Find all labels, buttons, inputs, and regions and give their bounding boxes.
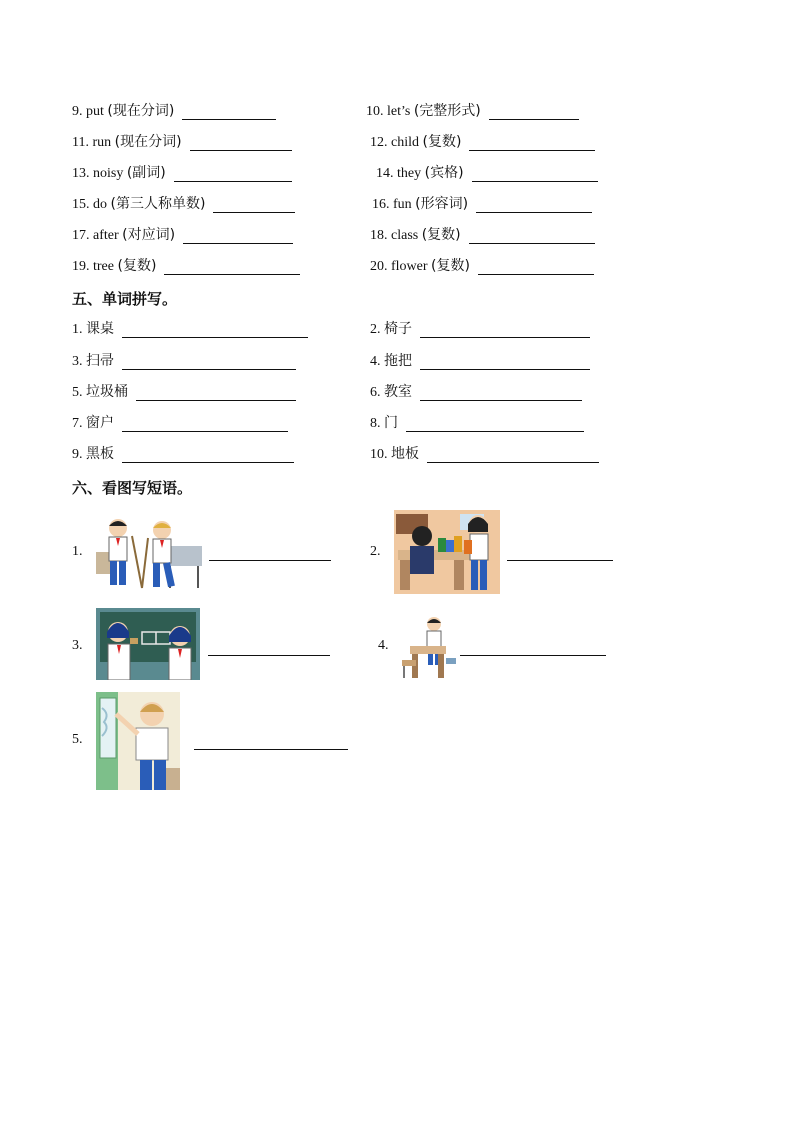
item-10: 10. let’s (完整形式) [366,100,579,120]
spell-item-7: 7. 窗户 [72,412,288,432]
spell-item-6: 6. 教室 [370,381,582,401]
item-19: 19. tree (复数) [72,255,300,275]
item-12: 12. child (复数) [370,131,595,151]
sweeping-illustration [96,514,202,592]
students-arranging-books-picture [394,510,500,594]
answer-blank[interactable] [164,260,300,275]
answer-blank[interactable] [122,323,308,338]
item-15: 15. do (第三人称单数) [72,193,295,213]
item-18: 18. class (复数) [370,224,595,244]
answer-blank[interactable] [208,641,330,656]
picture-item-number: 2. [370,544,381,559]
window-illustration [96,692,180,790]
answer-blank[interactable] [420,323,590,338]
item-9: 9. put (现在分词) [72,100,276,120]
spell-item-5: 5. 垃圾桶 [72,381,296,401]
item-16: 16. fun (形容词) [372,193,592,213]
item-13: 13. noisy (副词) [72,162,292,182]
answer-blank[interactable] [122,417,288,432]
student-cleaning-desk-picture [400,614,456,680]
answer-blank[interactable] [469,136,595,151]
books-illustration [394,510,500,594]
spell-item-3: 3. 扫帚 [72,350,296,370]
answer-blank[interactable] [190,136,292,151]
answer-blank[interactable] [213,198,295,213]
answer-blank[interactable] [478,260,594,275]
answer-blank[interactable] [427,448,599,463]
item-11: 11. run (现在分词) [72,131,292,151]
answer-blank[interactable] [489,105,579,120]
answer-blank[interactable] [420,386,582,401]
picture-item-number: 1. [72,544,83,559]
answer-blank[interactable] [122,448,294,463]
answer-blank[interactable] [136,386,296,401]
answer-blank[interactable] [182,105,276,120]
picture-item-number: 4. [378,638,389,653]
desk-illustration [400,614,456,680]
answer-blank[interactable] [460,641,606,656]
spell-item-10: 10. 地板 [370,443,599,463]
item-20: 20. flower (复数) [370,255,594,275]
item-17: 17. after (对应词) [72,224,293,244]
spell-item-8: 8. 门 [370,412,584,432]
answer-blank[interactable] [472,167,598,182]
blackboard-illustration [96,608,200,680]
answer-blank[interactable] [122,355,296,370]
picture-item-number: 5. [72,732,83,747]
section-6-title: 六、看图写短语。 [72,479,193,497]
spell-item-1: 1. 课桌 [72,318,308,338]
answer-blank[interactable] [174,167,292,182]
boy-cleaning-window-picture [96,692,180,790]
answer-blank[interactable] [406,417,584,432]
girls-cleaning-blackboard-picture [96,608,200,680]
two-boys-sweeping-floor-picture [96,514,202,592]
answer-blank[interactable] [420,355,590,370]
section-5-title: 五、单词拼写。 [72,290,178,308]
answer-blank[interactable] [183,229,293,244]
spell-item-4: 4. 拖把 [370,350,590,370]
picture-item-number: 3. [72,638,83,653]
answer-blank[interactable] [209,546,331,561]
spell-item-9: 9. 黑板 [72,443,294,463]
answer-blank[interactable] [194,735,348,750]
answer-blank[interactable] [507,546,613,561]
answer-blank[interactable] [476,198,592,213]
spell-item-2: 2. 椅子 [370,318,590,338]
item-14: 14. they (宾格) [376,162,598,182]
answer-blank[interactable] [469,229,595,244]
